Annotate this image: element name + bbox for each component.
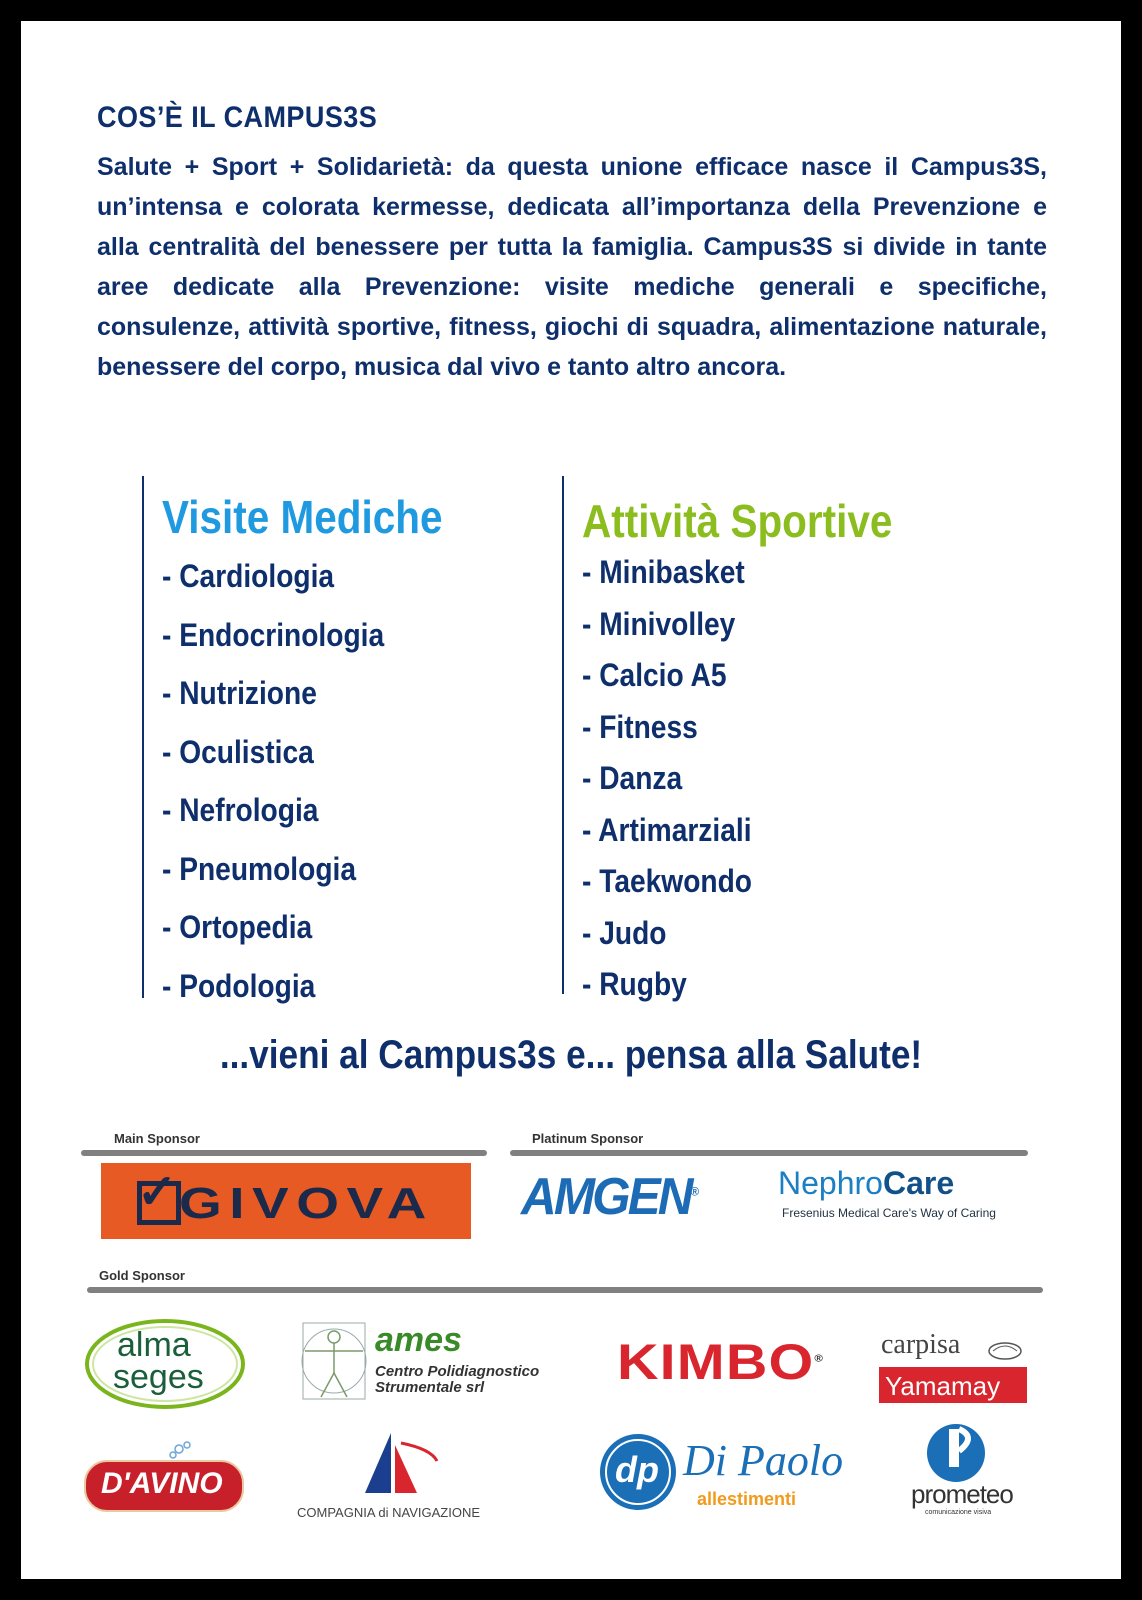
dipaolo-logo [597, 1431, 844, 1521]
list-item: - Rugby [582, 966, 687, 1002]
list-item: - Nefrologia [162, 792, 319, 828]
main-sponsor-divider [81, 1150, 487, 1156]
dipaolo-subtitle: allestimenti [697, 1489, 797, 1509]
title-campus: CAMPUS3S [223, 101, 378, 134]
kimbo-logo [617, 1333, 824, 1391]
yamamay-wordmark: Yamamay [885, 1371, 1001, 1401]
list-item: - Endocrinologia [162, 616, 385, 653]
amgen-logo [521, 1167, 699, 1227]
ames-subtitle-1: Centro Polidiagnostico [375, 1363, 540, 1380]
platinum-sponsor-label: Platinum Sponsor [532, 1131, 644, 1146]
davino-wordmark: D'AVINO [101, 1467, 223, 1500]
main-sponsor-label: Main Sponsor [114, 1131, 200, 1146]
ames-logo [299, 1315, 579, 1411]
list-item: - Calcio A5 [582, 657, 727, 693]
list-item: - Ortopedia [162, 909, 313, 945]
carpisa-yamamay-logo [877, 1329, 1027, 1405]
ames-wordmark: ames [375, 1321, 462, 1359]
list-item: - Nutrizione [162, 675, 317, 711]
nephrocare-tagline: Fresenius Medical Care's Way of Caring [782, 1206, 996, 1220]
platinum-sponsor-divider [510, 1150, 1028, 1156]
gold-sponsor-divider [87, 1287, 1043, 1293]
page-title [97, 101, 377, 135]
list-item: - Taekwondo [582, 863, 753, 899]
title-prefix: COS’È IL [97, 101, 224, 134]
alma-text: alma [117, 1326, 191, 1364]
nephrocare-wordmark-b: Care [882, 1165, 955, 1201]
vitruvian-man-icon [299, 1315, 369, 1405]
list-item: - Oculistica [162, 733, 314, 770]
list-item: - Minivolley [582, 605, 736, 642]
attivita-sportive-title: Attività Sportive [582, 495, 893, 547]
davino-logo [83, 1441, 245, 1515]
sail-icon [351, 1431, 441, 1499]
givova-logo [101, 1163, 471, 1239]
visite-mediche-column [142, 476, 494, 1004]
checkmark-icon: ✓ [137, 1166, 178, 1219]
prometeo-emblem [923, 1423, 989, 1483]
amgen-wordmark: AMGEN [521, 1168, 691, 1226]
visite-mediche-title: Visite Mediche [162, 491, 443, 543]
prometeo-wordmark: prometeo [911, 1479, 1013, 1509]
list-item: - Judo [582, 914, 667, 951]
list-item: - Pneumologia [162, 850, 356, 887]
flyer-page [21, 21, 1121, 1579]
prometeo-logo [899, 1423, 1029, 1523]
dipaolo-wordmark: Di Paolo [683, 1436, 844, 1485]
compagnia-navigazione-logo [293, 1431, 503, 1527]
kimbo-wordmark: KIMBO [617, 1334, 815, 1390]
list-item: - Minibasket [582, 554, 745, 590]
intro-paragraph: Salute + Sport + Solidarietà: da questa unione efficace nasce il Campus3S, un’intensa e colorata kermesse, dedicata all’importanza della Prevenzione e alla centralità del benessere per tutta la famiglia. Campus3S si divide in tante aree dedicate alla Prevenzione: visite mediche generali e specifiche, consulenze, attività sportive, fitness, giochi di squadra, alimentazione naturale, benessere del corpo, musica dal vivo e tanto altro ancora. [97, 153, 1047, 381]
gold-sponsor-label: Gold Sponsor [99, 1268, 185, 1283]
attivita-sportive-list [582, 554, 994, 1018]
list-item: - Podologia [162, 967, 316, 1004]
visite-mediche-list [162, 558, 494, 1026]
dipaolo-mark: dp [615, 1449, 659, 1490]
turtle-icon [983, 1339, 1027, 1361]
compagnia-wordmark: COMPAGNIA di NAVIGAZIONE [297, 1505, 480, 1520]
list-item: - Cardiologia [162, 558, 335, 594]
yamamay-badge [879, 1367, 1027, 1403]
seges-text: seges [113, 1358, 204, 1396]
prometeo-subtitle: comunicazione visiva [925, 1509, 992, 1516]
alma-seges-logo [83, 1317, 247, 1411]
list-item: - Artimarziali [582, 811, 752, 848]
slogan: ...vieni al Campus3s e... pensa alla Salute! [219, 1033, 923, 1077]
givova-wordmark: GIVOVA [179, 1179, 434, 1228]
ames-subtitle-2: Strumentale srl [375, 1379, 485, 1396]
list-item: - Fitness [582, 708, 698, 745]
nephrocare-logo [778, 1165, 996, 1220]
attivita-sportive-column [562, 476, 994, 1002]
carpisa-wordmark: carpisa [881, 1329, 961, 1360]
registered-icon: ® [814, 1353, 825, 1365]
nephrocare-wordmark-a: Nephro [778, 1165, 883, 1201]
registered-icon: ® [690, 1184, 700, 1199]
list-item: - Danza [582, 760, 683, 796]
